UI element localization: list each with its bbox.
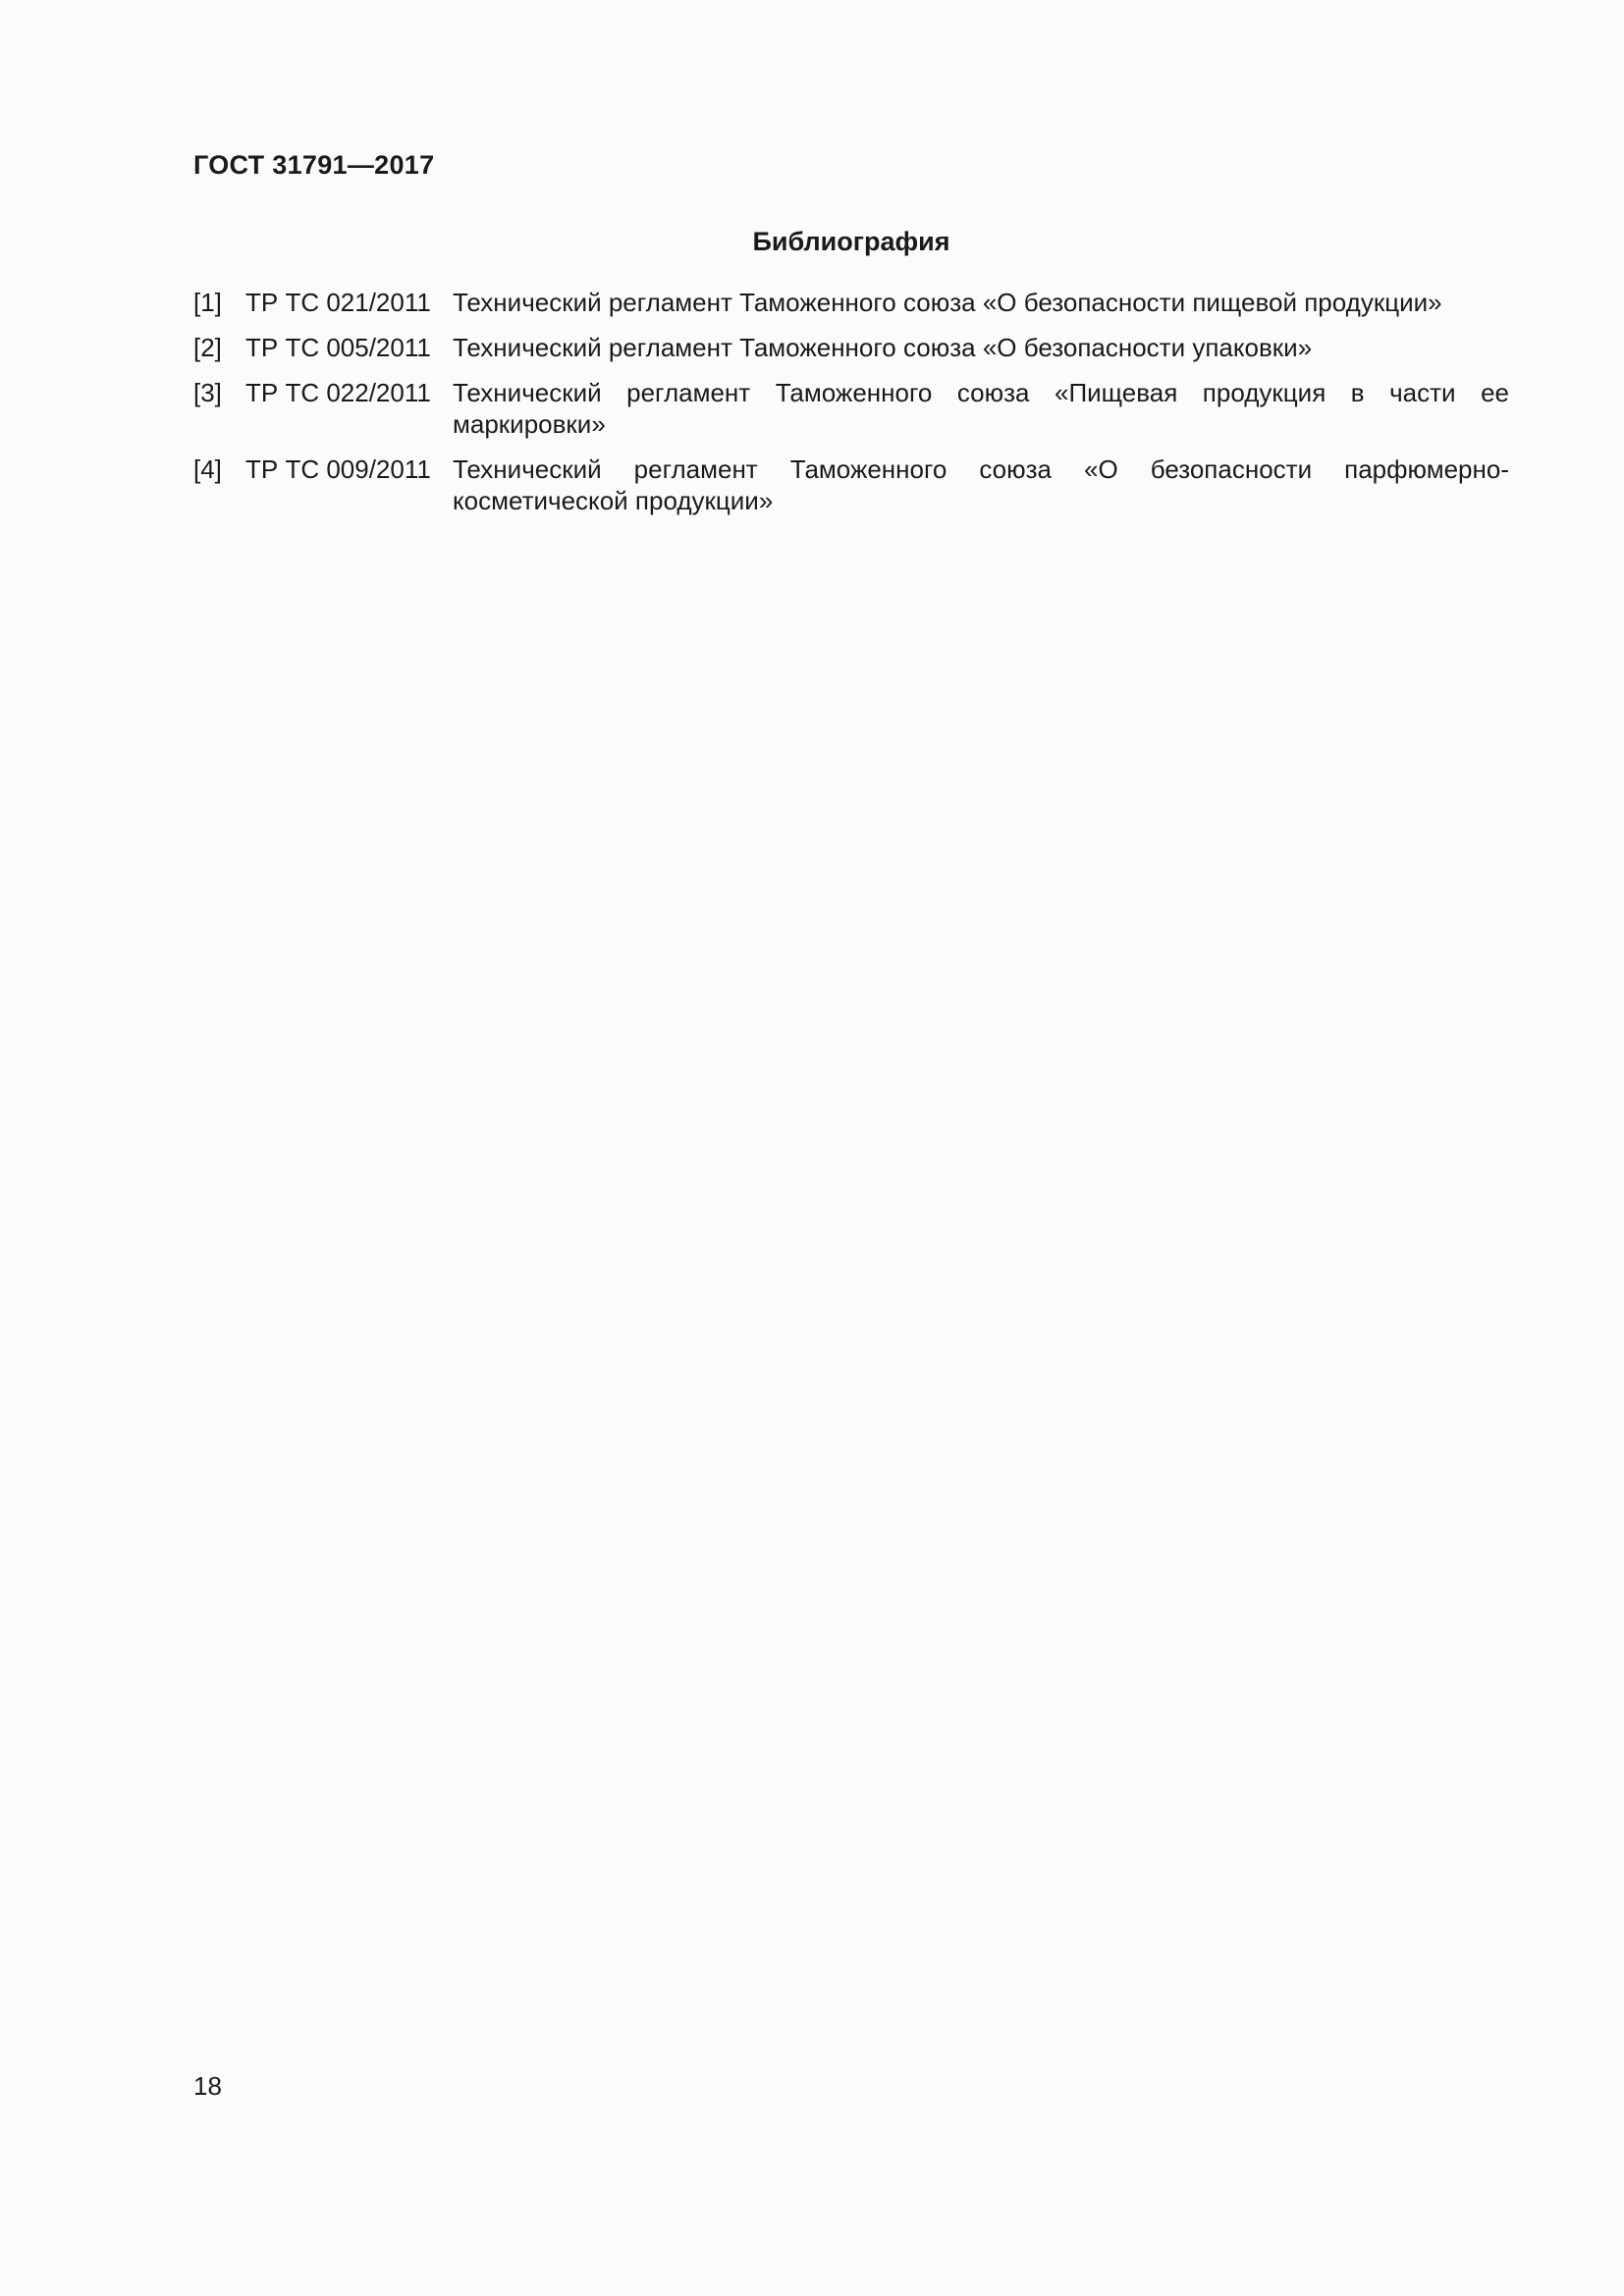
bibliography-entry-number: [1] (193, 288, 222, 317)
document-standard-id: ГОСТ 31791—2017 (193, 150, 435, 180)
bibliography-entry-code: ТР ТС 005/2011 (245, 333, 431, 362)
bibliography-entry-title: Технический регламент Таможенного союза «О безопасности упаковки» (453, 333, 1313, 362)
bibliography-entry (193, 454, 1509, 516)
bibliography-entry-title: Технический регламент Таможенного союза «О безопасности пищевой продукции» (453, 288, 1442, 317)
bibliography-entry-number: [4] (193, 454, 222, 484)
bibliography-entry (193, 332, 1509, 363)
bibliography-entry-title: Технический регламент Таможенного союза «О безопасности парфюмерно-косметической продукции» (453, 454, 1509, 515)
bibliography-entry-code: ТР ТС 022/2011 (245, 378, 431, 407)
section-title: Библиография (752, 227, 950, 256)
bibliography-entry-number: [2] (193, 333, 222, 362)
bibliography-entry (193, 377, 1509, 440)
bibliography-entry-code: ТР ТС 009/2011 (245, 454, 431, 484)
bibliography-entry-code: ТР ТС 021/2011 (245, 288, 431, 317)
bibliography-entry-title: Технический регламент Таможенного союза «Пищевая продукция в части ее маркировки» (453, 378, 1509, 439)
bibliography-list (193, 287, 1509, 530)
bibliography-entry-number: [3] (193, 378, 222, 407)
bibliography-entry (193, 287, 1509, 318)
page-number: 18 (193, 2071, 222, 2101)
